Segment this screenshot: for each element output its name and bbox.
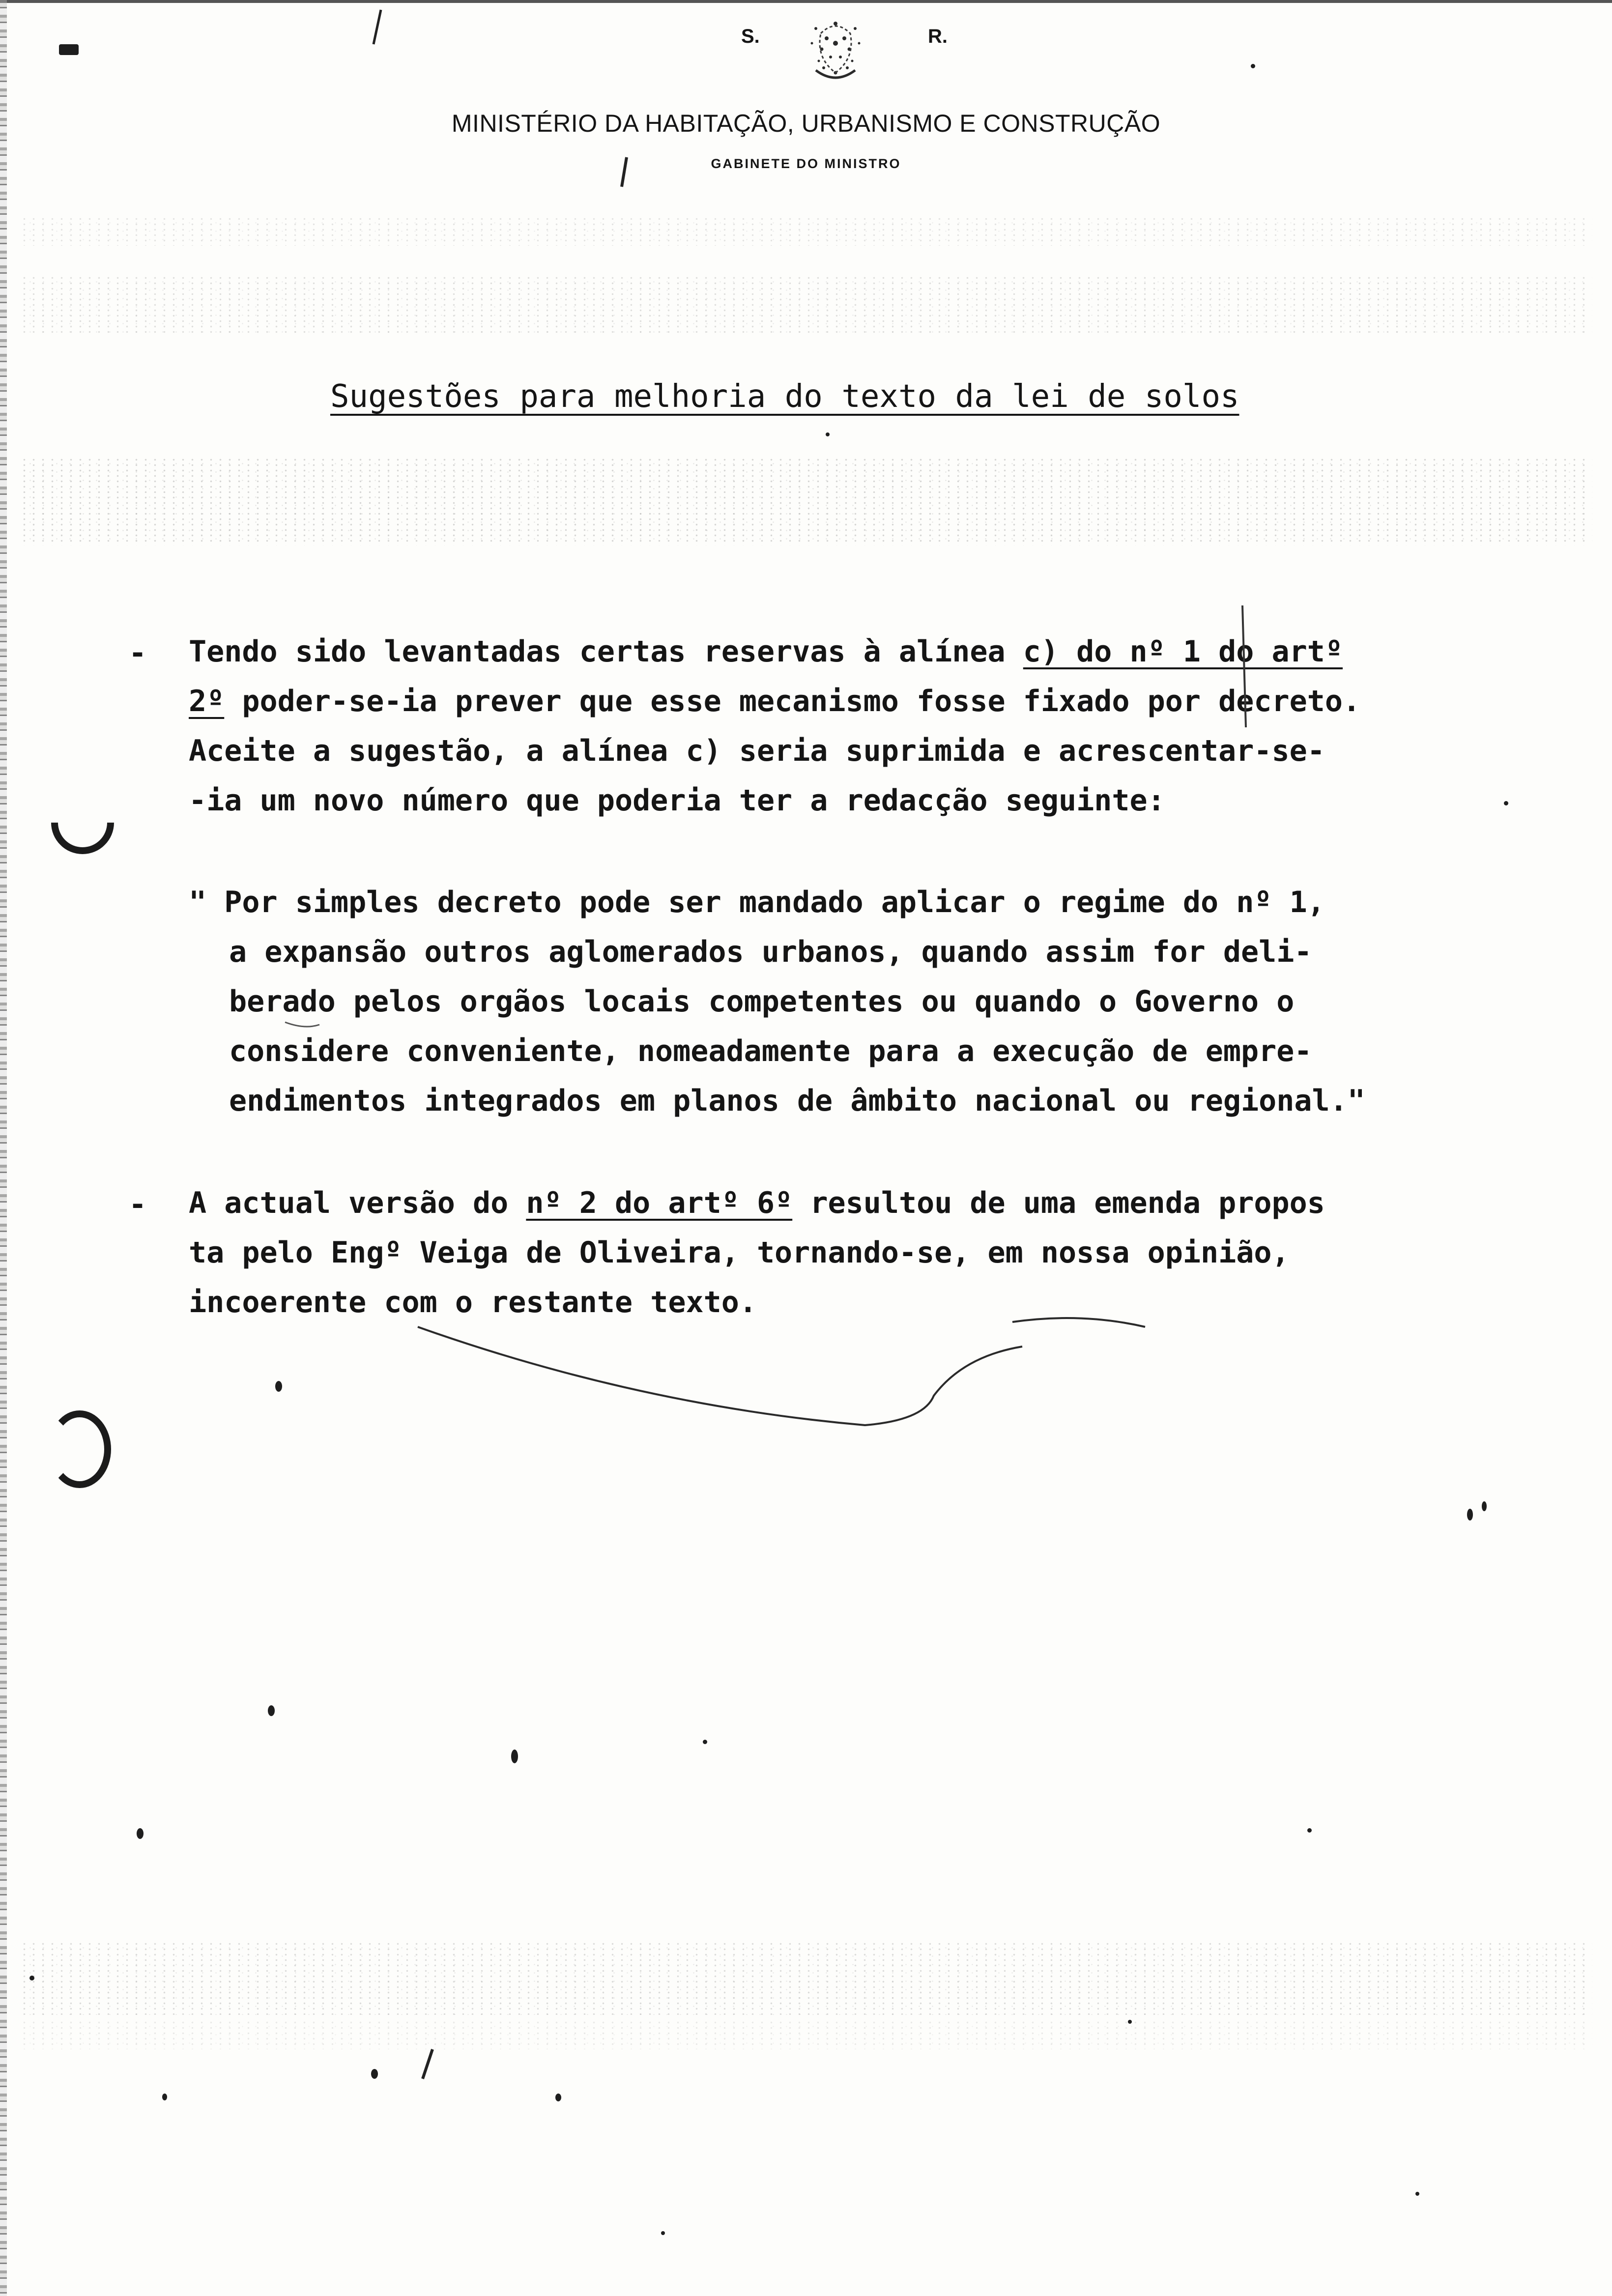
list-bullet: -: [129, 636, 147, 670]
ink-speck: [162, 2094, 167, 2100]
ink-speck: [1128, 2020, 1132, 2024]
letterhead-left-letter: S.: [741, 26, 760, 47]
scan-noise-band: [20, 2020, 1592, 2049]
ink-speck: [1415, 2192, 1419, 2196]
binding-edge: [0, 0, 7, 2296]
ink-speck: [1467, 1509, 1473, 1521]
paragraph-line: Aceite a sugestão, a alínea c) seria suprimida e acrescentar-se-: [189, 734, 1325, 768]
quote-line: considere conveniente, nomeadamente para a execução de empre-: [229, 1034, 1312, 1068]
ink-speck: [555, 2094, 561, 2101]
quote-line: berado pelos orgãos locais competentes ou quando o Governo o: [229, 984, 1295, 1019]
paragraph-line: incoerente com o restante texto.: [189, 1285, 757, 1320]
letterhead: [0, 0, 1612, 197]
coat-of-arms-icon: [786, 4, 885, 85]
ink-speck: [1251, 64, 1255, 68]
list-bullet: -: [129, 1187, 147, 1222]
suggestion-paragraph-2: [189, 1178, 1325, 1327]
text-run: resultou de uma emenda propos: [792, 1186, 1325, 1220]
ink-speck: [137, 1828, 144, 1839]
suggestion-paragraph-1: [189, 627, 1360, 826]
paragraph-line: [189, 677, 1360, 726]
paragraph-line: [189, 627, 1360, 677]
punch-hole-mark: [38, 778, 127, 867]
scan-noise-band: [20, 1941, 1592, 2015]
ink-speck: [268, 1705, 275, 1716]
paragraph-line: ta pelo Engº Veiga de Oliveira, tornando-se, em nossa opinião,: [189, 1235, 1290, 1270]
text-run: A actual versão do: [189, 1186, 526, 1220]
cabinet-name: GABINETE DO MINISTRO: [711, 156, 901, 171]
ink-speck: [703, 1740, 707, 1744]
ink-speck: [59, 44, 79, 55]
quote-line: " Por simples decreto pode ser mandado aplicar o regime do nº 1,: [189, 885, 1325, 919]
text-run: Tendo sido levantadas certas reservas à alínea: [189, 634, 1023, 669]
ministry-name: MINISTÉRIO DA HABITAÇÃO, URBANISMO E CONSTRUÇÃO: [451, 110, 1161, 137]
ink-speck: [826, 432, 830, 436]
ink-speck: [661, 2231, 665, 2235]
ink-speck: [275, 1381, 282, 1392]
ink-speck: [371, 2069, 378, 2079]
quote-line: endimentos integrados em planos de âmbito nacional ou regional.": [229, 1084, 1365, 1118]
scan-noise-band: [20, 216, 1592, 246]
ink-speck: [1504, 801, 1508, 805]
underlined-reference: c) do nº 1 do artº: [1023, 634, 1343, 669]
document-title: Sugestões para melhoria do texto da lei de solos: [330, 378, 1239, 415]
underlined-reference: nº 2 do artº 6º: [526, 1186, 793, 1220]
underlined-reference: 2º: [189, 684, 225, 718]
ink-speck: [1482, 1501, 1487, 1511]
scan-noise-band: [20, 275, 1592, 334]
quote-line: a expansão outros aglomerados urbanos, quando assim for deli-: [229, 935, 1312, 969]
paragraph-line: [189, 1178, 1325, 1228]
ink-speck: [511, 1750, 518, 1763]
ink-speck: [29, 1976, 34, 1980]
paragraph-line: -ia um novo número que poderia ter a redacção seguinte:: [189, 783, 1165, 818]
quoted-proposal: [189, 878, 1365, 1126]
letterhead-right-letter: R.: [928, 26, 948, 47]
ink-speck: [1307, 1828, 1312, 1833]
punch-hole-mark: [48, 1410, 111, 1488]
text-run: poder-se-ia prever que esse mecanismo fosse fixado por decreto.: [224, 684, 1361, 718]
scan-noise-band: [20, 457, 1592, 545]
